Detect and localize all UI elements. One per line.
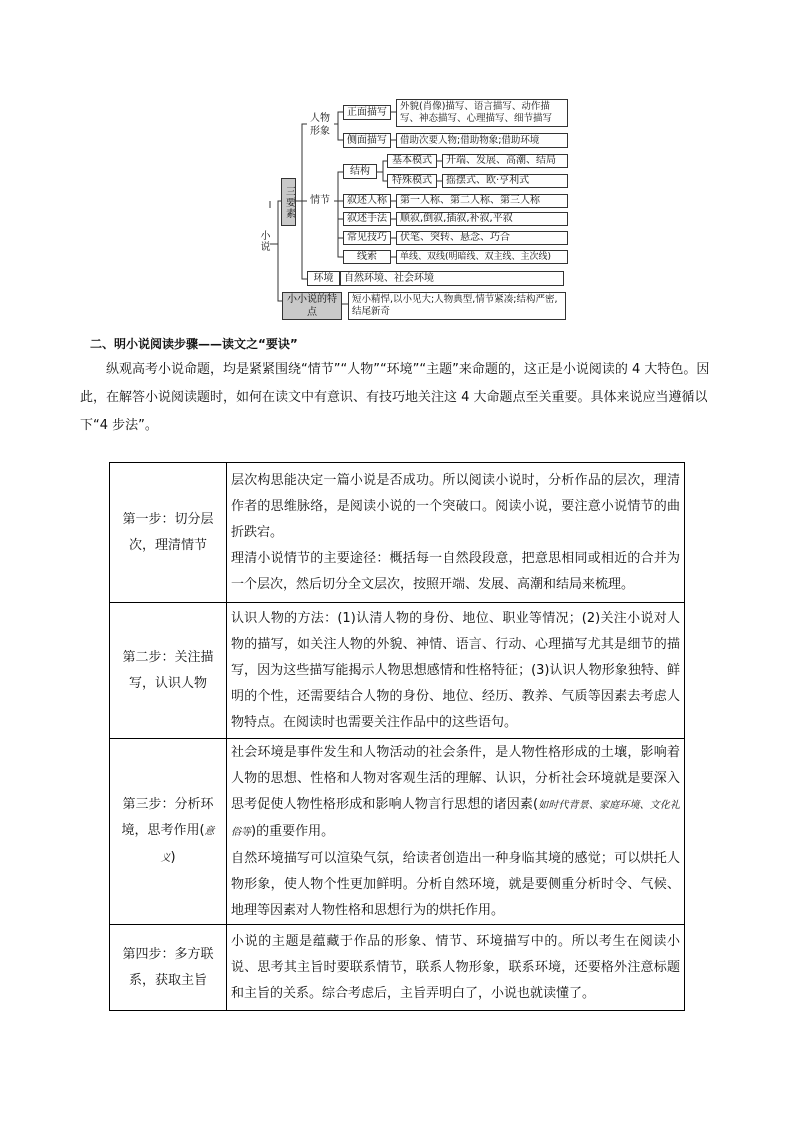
intro-paragraph: 纵观高考小说命题，均是紧紧围绕“情节”“人物”“环境”“主题”来命题的，这正是小说阅读的 4 大特色。因此，在解答小说阅读题时，如何在读文中有意识、有技巧地关注这 4 大命题点至关重要。具体来说应当遵循以下“4 步法”。 [80,362,710,433]
mindmap-xushu-shoufa: 叙述手法 [343,212,391,226]
step-3-desc-p1c: )的重要作用。 [251,823,335,839]
mindmap-cemian-detail: 借助次要人物;借助物象;借助环境 [396,133,568,148]
mind-map-lines [250,96,572,324]
table-row [110,603,685,739]
step-1-desc [227,463,685,603]
mindmap-jiben-detail: 开端、发展、高潮、结局 [442,154,568,168]
mindmap-zhengmian-detail: 外貌(肖像)描写、语言描写、动作描写、神态描写、心理描写、细节描写 [396,99,568,127]
mindmap-root: 小说 [258,230,269,252]
mindmap-changjian: 常见技巧 [343,231,391,245]
step-2-desc: 认识人物的方法：(1)认清人物的身份、地位、职业等情况；(2)关注小说对人物的描写，如关注人物的外貌、神情、语言、行动、心理描写尤其是细节的描写，因为这些描写能揭示人物思想感情和性格特征；(3)认识人物形象独特、鲜明的个性，还需要结合人物的身份、地位、经历、教养、气质等因素去考虑人物特点。在阅读时也需要关注作品中的这些语句。 [227,603,685,739]
step-4-title: 第四步：多方联系，获取主旨 [110,925,227,1011]
step-2-title: 第二步：关注描写，认识人物 [110,603,227,739]
step-3-title [110,739,227,925]
mindmap-changjian-detail: 伏笔、突转、悬念、巧合 [396,231,568,245]
mindmap-teshu-detail: 摇摆式、欧·亨利式 [442,174,568,188]
mindmap-cemian: 侧面描写 [343,133,391,148]
step-3-desc [227,739,685,925]
step-3-desc-p2: 自然环境描写可以渲染气氛，给读者创造出一种身临其境的感觉；可以烘托人物形象，使人物个性更加鲜明。分析自然环境，就是要侧重分析时令、气候、地理等因素对人物性格和思想行为的烘托作用。 [231,850,680,918]
mindmap-tedian-detail: 短小精悍,以小见大;人物典型,情节紧凑;结构严密,结尾新奇 [348,292,566,320]
mindmap-jiben: 基本模式 [387,154,437,168]
step-3-desc-p1a: 社会环境是事件发生和人物活动的社会条件，是人物性格形成的土壤，影响着人物的思想、性格和人物对客观生活的理解、认识，分析社会环境就是要深入思考促使人物性格形成和影响人物言行思想的诸因素( [231,744,680,812]
mindmap-huanjing: 环境 [307,271,340,286]
mindmap-teshu: 特殊模式 [387,174,437,188]
mindmap-jiegou: 结构 [343,164,377,179]
mindmap-xushu-rencheng-detail: 第一人称、第二人称、第三人称 [396,194,568,208]
step-1-desc-p2: 理清小说情节的主要途径：概括每一自然段段意，把意思相同或相近的合并为一个层次，然后切分全文层次，按照开端、发展、高潮和结局来梳理。 [231,550,680,592]
mindmap-xiansuo-detail: 单线、双线(明暗线、双主线、主次线) [396,250,568,264]
mindmap-xiansuo: 线索 [343,250,391,264]
step-4-desc: 小说的主题是蕴藏于作品的形象、情节、环境描写中的。所以考生在阅读小说、思考其主旨时要联系情节，联系人物形象，联系环境，还要格外注意标题和主旨的关系。综合考虑后，主旨弄明白了，小说也就读懂了。 [227,925,685,1011]
step-3-desc-p1 [231,740,680,846]
step-3-desc-p1b: 如时代背景、家庭环境、文化礼俗等 [231,799,681,838]
mindmap-renwu: 人物形象 [310,113,330,137]
section-heading: 二、明小说阅读步骤——读文之“要诀” [90,337,298,351]
table-row [110,925,685,1011]
table-row [110,739,685,925]
novel-mind-map [250,96,572,324]
reading-steps-table [109,462,685,1011]
step-3-title-c: ) [170,849,176,865]
mindmap-tedian: 小小说的特点 [282,292,342,320]
mindmap-huanjing-detail: 自然环境、社会环境 [340,271,564,286]
table-row [110,463,685,603]
mindmap-xushu-shoufa-detail: 顺叙,倒叙,插叙,补叙,平叙 [396,212,568,226]
step-3-title-a: 第三步：分析环境，思考作用( [121,796,214,838]
step-1-desc-p1: 层次构思能决定一篇小说是否成功。所以阅读小说时，分析作品的层次，理清作者的思维脉络，是阅读小说的一个突破口。阅读小说，要注意小说情节的曲折跌宕。 [231,472,680,540]
step-3-title-b: 意义 [160,825,215,864]
mindmap-three-elements: 三要素 [281,178,296,226]
mindmap-zhengmian: 正面描写 [343,105,391,120]
step-1-title: 第一步：切分层次，理清情节 [110,463,227,603]
mindmap-qingjie: 情节 [310,195,330,206]
mindmap-xushu-rencheng: 叙述人称 [343,194,391,208]
